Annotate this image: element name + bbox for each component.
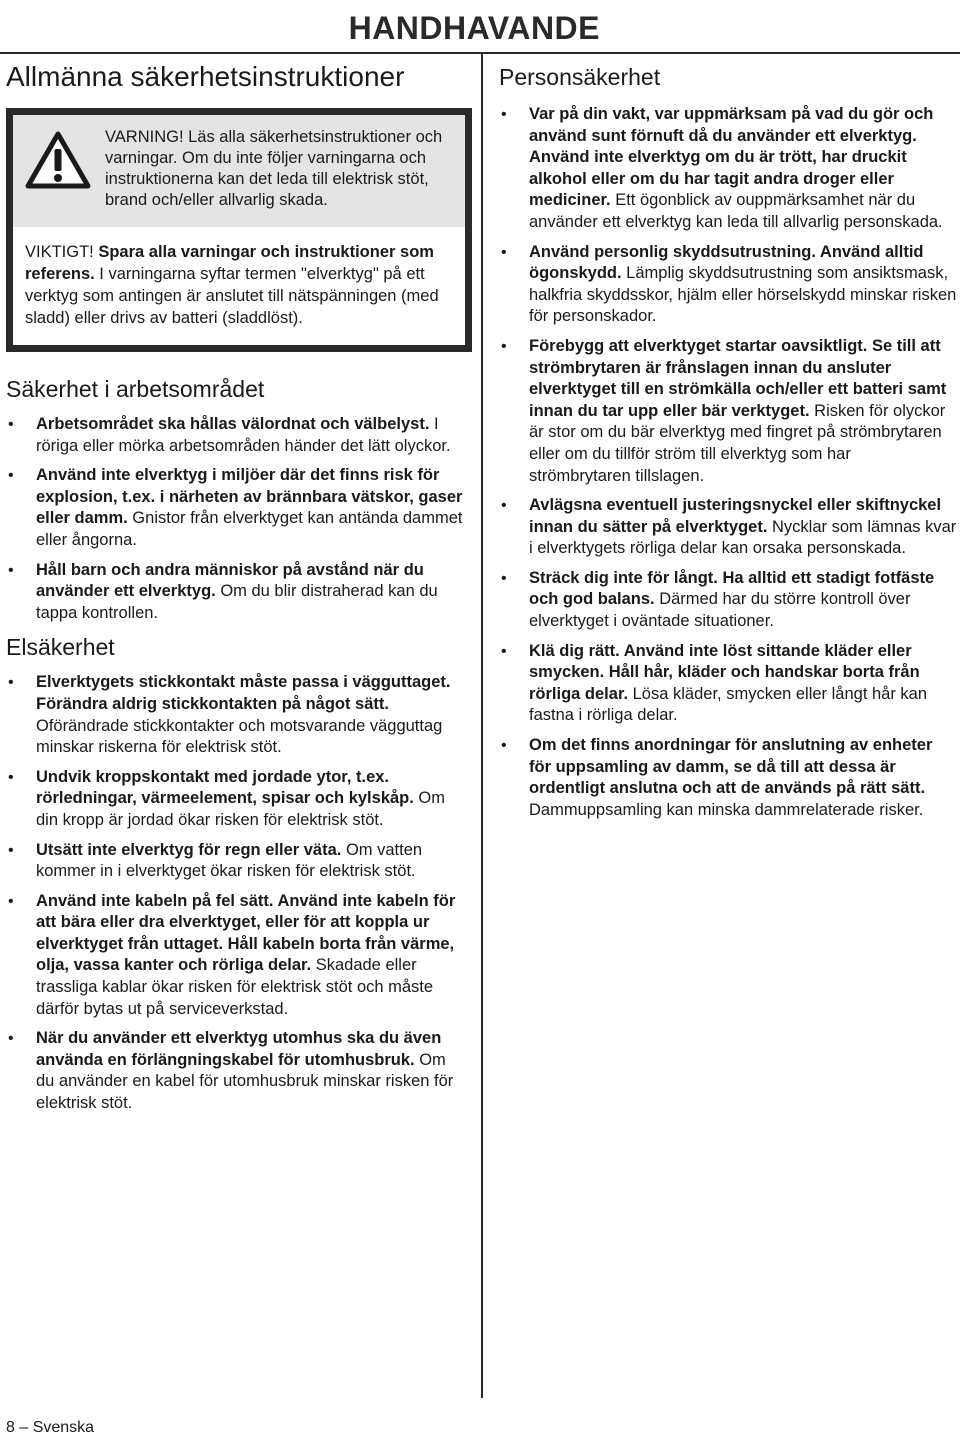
- page-header-title: HANDHAVANDE: [348, 10, 600, 46]
- list-item: [499, 104, 957, 234]
- item-bold: Håll barn och andra människor på avstånd när du använder ett elverktyg.: [36, 560, 424, 601]
- item-text: Dammuppsamling kan minska dammrelaterade risker.: [529, 800, 924, 819]
- left-column: [6, 58, 468, 1123]
- bullet: •: [8, 561, 14, 579]
- list-item: [6, 1028, 468, 1114]
- important-rest: I varningarna syftar termen "elverktyg" på ett verktyg som antingen är anslutet till nätspänningen (med sladd) eller drivs av batteri (sladdlöst).: [25, 265, 439, 327]
- item-bold: Använd personlig skyddsutrustning. Använd alltid ögonskydd.: [529, 242, 924, 283]
- item-bold: Arbetsområdet ska hållas välordnat och välbelyst.: [36, 415, 430, 433]
- item-bold: Klä dig rätt. Använd inte löst sittande kläder eller smycken. Håll hår, kläder och handskar borta från rörliga delar.: [529, 641, 920, 703]
- bullet: •: [8, 892, 14, 910]
- item-bold: Var på din vakt, var uppmärksam på vad du gör och använd sunt förnuft då du använder ett elverktyg. Använd inte elverktyg om du är trött, har druckit alkohol eller om du har tagit andra droger eller mediciner.: [529, 105, 934, 210]
- item-text: Nycklar som lämnas kvar i elverktygets rörliga delar kan orsaka personskada.: [529, 517, 957, 558]
- item-bold: Elverktygets stickkontakt måste passa i vägguttaget. Förändra aldrig stickkontakten på något sätt.: [36, 673, 451, 713]
- bullet: •: [8, 467, 14, 485]
- warning-triangle-icon: [25, 131, 91, 189]
- section-title-work-area: Säkerhet i arbetsområdet: [6, 376, 265, 402]
- list-item: [499, 242, 957, 328]
- page-footer: 8 – Svenska: [6, 1419, 95, 1436]
- item-bold: Använd inte elverktyg i miljöer där det finns risk för explosion, t.ex. i närheten av brännbara vätskor, gaser eller damm.: [36, 466, 463, 528]
- item-text: Om du använder en kabel för utomhusbruk minskar risken för elektrisk stöt.: [36, 1050, 454, 1113]
- bullet: •: [8, 416, 14, 433]
- item-text: I röriga eller mörka arbetsområden händer det lätt olyckor.: [36, 415, 451, 455]
- item-text: Gnistor från elverktyget kan antända dammet eller ångorna.: [36, 509, 463, 549]
- header-rule: [0, 52, 960, 54]
- item-bold: När du använder ett elverktyg utomhus ska du även använda en förlängningskabel för utomhusbruk.: [36, 1029, 442, 1069]
- list-item: [6, 560, 468, 625]
- bullet: •: [501, 737, 507, 755]
- item-bold: Utsätt inte elverktyg för regn eller väta.: [36, 840, 342, 859]
- list-item: [6, 840, 468, 883]
- electrical-list: [6, 672, 468, 1114]
- item-text: Om din kropp är jordad ökar risken för elektrisk stöt.: [36, 789, 446, 829]
- important-bold: Spara alla varningar och instruktioner som referens.: [25, 243, 434, 283]
- item-bold: Förebygg att elverktyget startar oavsiktligt. Se till att strömbrytaren är frånslagen innan du ansluter elverktyget till en strömkälla och/eller ett batteri samt innan du tar upp eller bär verktyget.: [529, 336, 947, 420]
- list-item: [6, 672, 468, 758]
- warning-text: VARNING! Läs alla säkerhetsinstruktioner och varningar. Om du inte följer varningarna och instruktionerna kan det leda till elektrisk stöt, brand och/eller allvarlig skada.: [105, 128, 443, 209]
- bullet: •: [8, 768, 14, 786]
- bullet: •: [8, 841, 14, 859]
- item-text: Om vatten kommer in i elverktyget ökar risken för elektrisk stöt.: [36, 840, 423, 881]
- important-note: [21, 241, 457, 329]
- work-area-list: [6, 414, 468, 624]
- item-text: Lösa kläder, smycken eller långt hår kan fastna i rörliga delar.: [529, 684, 928, 725]
- item-bold: Undvik kroppskontakt med jordade ytor, t.ex. rörledningar, värmeelement, spisar och kylskåp.: [36, 767, 414, 808]
- list-item: [6, 414, 468, 457]
- warning-box: [6, 108, 472, 352]
- main-title: Allmänna säkerhetsinstruktioner: [6, 61, 405, 92]
- item-bold: Avlägsna eventuell justeringsnyckel eller skiftnyckel innan du sätter på elverktyget.: [529, 496, 942, 536]
- section-title-personal-safety: Personsäkerhet: [499, 64, 661, 90]
- list-item: [499, 495, 957, 560]
- item-bold: Använd inte kabeln på fel sätt. Använd inte kabeln för att bära eller dra elverktyget, eller för att koppla ur elverktyget från uttaget. Håll kabeln borta från värme, olja, vassa kanter och rörliga delar.: [36, 891, 456, 975]
- item-bold: Om det finns anordningar för anslutning av enheter för uppsamling av damm, se då till att dessa är ordentligt anslutna och att de används på rätt sätt.: [529, 736, 933, 798]
- list-item: [499, 735, 957, 821]
- bullet: •: [8, 1030, 14, 1048]
- list-item: [6, 465, 468, 551]
- list-item: [6, 767, 468, 832]
- personal-safety-list: [499, 104, 957, 821]
- list-item: [499, 641, 957, 727]
- list-item: [6, 891, 468, 1021]
- bullet: •: [501, 243, 507, 261]
- item-bold: Sträck dig inte för långt. Ha alltid ett stadigt fotfäste och god balans.: [529, 568, 935, 609]
- warning-header: [13, 115, 465, 227]
- bullet: •: [8, 674, 14, 692]
- item-text: Därmed har du större kontroll över elverktyget i oväntade situationer.: [529, 590, 911, 631]
- item-text: Risken för olyckor är stor om du bär elverktyg med fingret på strömbrytaren eller om du tillför ström till elverktyg som har strömbrytaren tillslagen.: [529, 401, 946, 485]
- section-title-electrical: Elsäkerhet: [6, 634, 115, 661]
- item-text: Lämplig skyddsutrustning som ansiktsmask, halkfria skyddsskor, hjälm eller hörselskydd minskar risken för personskador.: [529, 264, 957, 326]
- item-text: Oförändrade stickkontakter och motsvarande vägguttag minskar riskerna för elektrisk stöt.: [36, 716, 443, 757]
- important-lead: VIKTIGT!: [25, 243, 99, 261]
- list-item: [499, 336, 957, 487]
- item-text: Skadade eller trassliga kablar ökar risken för elektrisk stöt och måste därför bytas ut på serviceverkstad.: [36, 956, 434, 1018]
- item-text: Om du blir distraherad kan du tappa kontrollen.: [36, 582, 438, 622]
- bullet: •: [501, 497, 507, 515]
- bullet: •: [501, 106, 507, 123]
- bullet: •: [501, 569, 507, 587]
- list-item: [499, 568, 957, 633]
- item-text: Ett ögonblick av ouppmärksamhet när du använder ett elverktyg kan leda till allvarlig personskada.: [529, 191, 943, 231]
- bullet: •: [501, 337, 507, 355]
- right-column: [499, 58, 957, 829]
- column-divider: [481, 54, 483, 1398]
- bullet: •: [501, 642, 507, 660]
